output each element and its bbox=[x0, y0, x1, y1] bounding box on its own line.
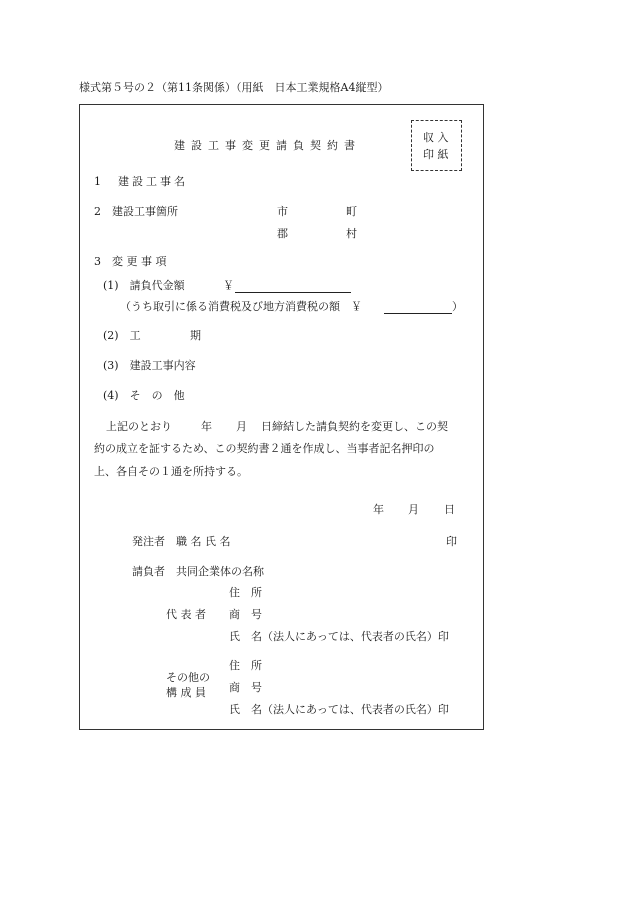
contractor-label: 請負者 共同企業体の名称 bbox=[132, 565, 264, 578]
rep-name-seal: 氏 名（法人にあっては、代表者の氏名）印 bbox=[229, 630, 449, 643]
rep-label: 代 表 者 bbox=[166, 608, 206, 621]
site-city-label: 市 bbox=[277, 205, 288, 218]
item-consumption-tax: （うち取引に係る消費税及び地方消費税の額 ￥ bbox=[120, 300, 362, 313]
item-contract-amount: (1) 請負代金額 bbox=[103, 279, 185, 292]
form-header: 様式第５号の２（第11条関係）（用紙 日本工業規格A4縦型） bbox=[79, 81, 389, 94]
document-title: 建設工事変更請負契約書 bbox=[174, 139, 361, 152]
item-construction-content: (3) 建設工事内容 bbox=[103, 359, 196, 372]
other-trade-name: 商 号 bbox=[229, 681, 262, 694]
date-day: 日 bbox=[444, 503, 455, 516]
revenue-stamp-box bbox=[411, 120, 462, 171]
site-county-label: 郡 bbox=[277, 227, 288, 240]
section-construction-site: 2 建設工事箇所 bbox=[94, 205, 178, 218]
other-members-label-1: その他の bbox=[166, 671, 210, 684]
other-members-label-2: 構 成 員 bbox=[166, 686, 206, 699]
body-line2: 約の成立を証するため、この契約書２通を作成し、当事者記名押印の bbox=[94, 442, 435, 455]
rep-address: 住 所 bbox=[229, 586, 262, 599]
consumption-tax-close: ） bbox=[452, 300, 463, 313]
section-change-items: 3 変 更 事 項 bbox=[94, 255, 167, 268]
orderer-label: 発注者 職 名 氏 名 bbox=[132, 535, 231, 548]
contract-amount-yen: ￥ bbox=[223, 279, 234, 292]
stamp-label-line1: 収 入 bbox=[423, 131, 449, 144]
body-line1-year: 年 bbox=[201, 420, 212, 433]
other-address: 住 所 bbox=[229, 659, 262, 672]
date-month: 月 bbox=[408, 503, 419, 516]
section-construction-name: 1 建設工事名 bbox=[94, 175, 188, 188]
item-construction-period-b: 期 bbox=[190, 329, 201, 342]
contract-amount-line bbox=[235, 292, 351, 293]
site-town-label: 町 bbox=[346, 205, 357, 218]
orderer-seal: 印 bbox=[446, 535, 457, 548]
body-line1a: 上記のとおり bbox=[106, 420, 172, 433]
body-line3: 上、各自その１通を所持する。 bbox=[94, 465, 248, 478]
rep-trade-name: 商 号 bbox=[229, 608, 262, 621]
stamp-label-line2: 印 紙 bbox=[423, 148, 449, 161]
body-line1b: 日締結した請負契約を変更し、この契 bbox=[261, 420, 448, 433]
consumption-tax-line bbox=[384, 313, 452, 314]
item-construction-period: (2) 工 bbox=[103, 329, 141, 342]
date-year: 年 bbox=[373, 503, 384, 516]
body-line1-month: 月 bbox=[236, 420, 247, 433]
item-other: (4) そ の 他 bbox=[103, 389, 185, 402]
site-village-label: 村 bbox=[346, 227, 357, 240]
other-name-seal: 氏 名（法人にあっては、代表者の氏名）印 bbox=[229, 703, 449, 716]
